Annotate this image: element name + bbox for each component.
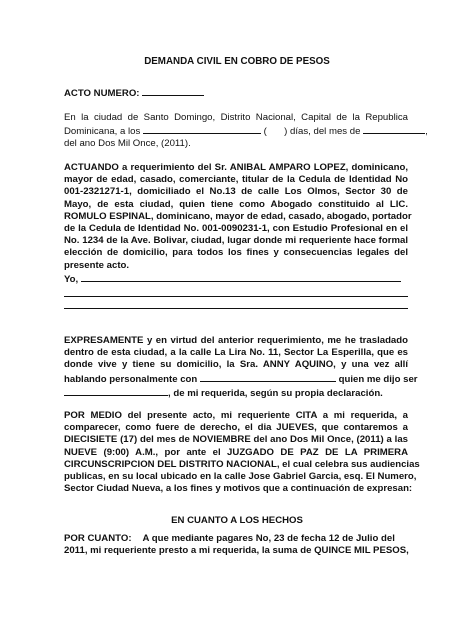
actuando-line-3: 001-2321271-1, domiciliado el No.13 de calle Los Olmos, Sector 30 de [64,186,408,198]
actuando-line-8: elección de domicilio, para todos los fines y consecuencias legales del [64,247,408,259]
pormedio-line-2: comparecer, como fuere de derecho, el dia JUEVES, que contaremos a [64,422,408,434]
intro-line-2-text-a: Dominicana, a los [64,126,141,138]
intro-line-3: del ano Dos Mil Once, (2011). [64,138,191,150]
actuando-line-7: No. 1234 de la Ave. Bolivar, ciudad, lugar donde mi requeriente hace formal [64,235,408,247]
day-blank [143,124,261,134]
relation-blank [64,386,168,396]
expresamente-line-4-text-b: quien me dijo ser [338,373,418,385]
actuando-line-5: ROMULO ESPINAL, dominicano, mayor de edad, casado, abogado, portador [64,210,412,222]
expresamente-paragraph [64,335,418,400]
expresamente-line-5 [64,386,408,400]
yo-blank [81,272,401,282]
pormedio-line-7: Sector Ciudad Nueva, a los fines y motivos que a continuación de expresan: [64,483,413,495]
intro-line-2-text-c: ) días, del mes de [284,126,361,138]
yo-blank-line-3 [64,298,408,309]
acto-numero-blank [142,86,204,96]
actuando-line-2: mayor de edad, casado, comerciante, titular de la Cedula de Identidad No [64,174,408,186]
section-heading-hechos: EN CUANTO A LOS HECHOS [171,515,303,526]
expresamente-line-3: donde vive y tiene su domicilio, la Sra. ANNY AQUINO, y una vez allí [64,359,408,371]
yo-label: Yo, [64,273,79,285]
expresamente-line-4 [64,372,418,386]
actuando-line-1: ACTUANDO a requerimiento del Sr. ANIBAL AMPARO LOPEZ, dominicano, [64,162,408,173]
intro-line-2-text-d: , [425,126,428,138]
expresamente-line-5-text: , de mi requerida, según su propia declaración. [168,387,383,399]
person-blank [200,372,336,382]
intro-line-2-text-b: ( [263,126,267,138]
pormedio-line-6: publicas, en su local ubicado en la calle Jose Gabriel Garcia, esq. El Numero, [64,471,417,483]
intro-line-2 [64,124,428,138]
expresamente-line-2: dentro de esta ciudad, a la calle La Lira No. 11, Sector La Esperilla, que es [64,347,408,359]
porcuanto-line-1-text: A que mediante pagares No, 23 de fecha 12 de Julio del [142,533,395,544]
acto-numero [64,86,408,100]
pormedio-line-3: DIECISIETE (17) del mes de NOVIEMBRE del ano Dos Mil Once, (2011) a las [64,434,408,446]
acto-numero-label: ACTO NUMERO: [64,88,140,99]
intro-line-1: En la ciudad de Santo Domingo, Distrito Nacional, Capital de la Republica [64,112,408,123]
actuando-line-4: Mayo, de esta ciudad, quien tiene como Abogado constituido al LIC. [64,198,408,210]
yo-line [64,272,408,286]
actuando-line-6: de la Cedula de Identidad No. 001-0090231-1, con Estudio Profesional en el [64,223,408,235]
yo-blank-line-2 [64,286,408,297]
pormedio-line-1: POR MEDIO del presente acto, mi requeriente CITA a mi requerida, a [64,410,408,421]
actuando-line-9: presente acto. [64,259,130,271]
expresamente-line-4-text-a: hablando personalmente con [64,373,198,385]
document-title: DEMANDA CIVIL EN COBRO DE PESOS [144,56,330,67]
month-blank [363,124,425,134]
actuando-paragraph [64,162,412,310]
porcuanto-line-2: 2011, mi requeriente presto a mi requerida, la suma de QUINCE MIL PESOS, [64,545,409,557]
porcuanto-line-1 [64,533,408,545]
intro-paragraph [64,112,428,151]
expresamente-line-1: EXPRESAMENTE y en virtud del anterior requerimiento, me he trasladado [64,335,408,346]
pormedio-paragraph [64,410,420,495]
porcuanto-paragraph [64,533,408,557]
pormedio-line-4: NUEVE (9:00) A.M., por ante el JUZGADO DE PAZ DE LA PRIMERA [64,446,408,458]
pormedio-line-5: CIRCUNSCRIPCION DEL DISTRITO NACIONAL, el cual celebra sus audiencias [64,458,420,470]
porcuanto-label: POR CUANTO: [64,533,132,544]
